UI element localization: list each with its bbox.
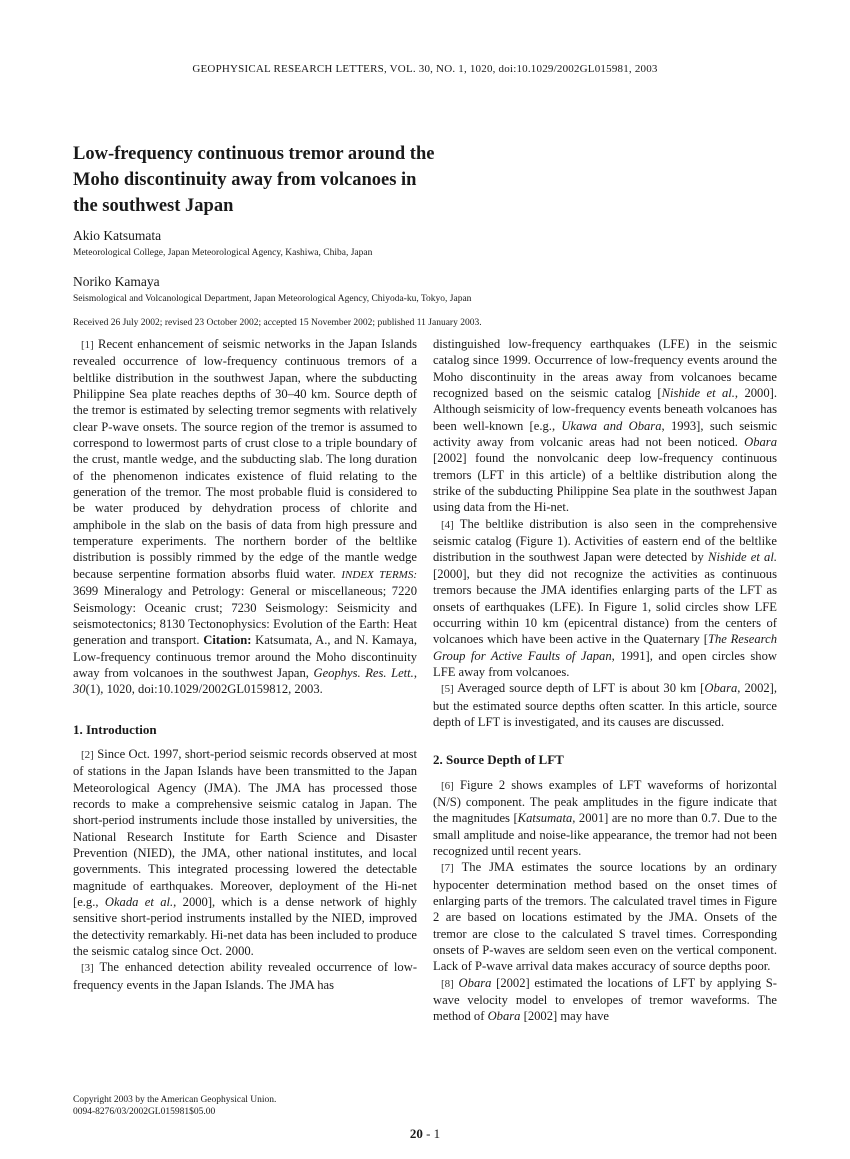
- page-number: [0, 1126, 850, 1142]
- body-paragraph: [433, 975, 777, 1025]
- paragraph-number: [ 4 ]: [441, 519, 454, 531]
- section-heading: 1. Introduction: [73, 721, 157, 737]
- issn-line: 0094-8276/03/2002GL015981$05.00: [73, 1107, 216, 1117]
- page-number-sub: 1: [433, 1126, 441, 1141]
- paragraph-text: , 2001] are no more than 0.7. Due to the small amplitude and noise-like appearance, the tremor had not been recognized until recent years.: [433, 811, 777, 858]
- paragraph-text: Averaged source depth of LFT is about 30 km [: [457, 681, 705, 696]
- citation-text: Katsumata, A., and N. Kamaya, Low-frequency continuous tremor around the Moho discontinuity away from volcanoes in the southwest Japan,: [73, 633, 417, 680]
- paragraph-text: [2000], but they did not recognize the activities as continuous tremors because the JMA identifies enlarging parts of the LFT as onsets of earthquakes (LFE). In Figure 1, solid circles show LFE occurring within 10 km (epicentral distance) from the centers of volcanoes which have been active in the Quaternary [: [433, 566, 777, 647]
- citation-ref: Ukawa and Obara: [561, 418, 662, 433]
- body-paragraph: [433, 516, 777, 680]
- citation-journal: Geophys. Res. Lett.: [313, 665, 414, 680]
- paragraph-text: , 2000], which is a dense network of highly sensitive short-period instruments installed by the NIED, improved the detectivity remarkably. Hi-net data has been included to produce the seismic catalog since Oct. 2000.: [73, 895, 417, 959]
- paragraph-text: Since Oct. 1997, short-period seismic records observed at most of stations in the Japan Islands have been transmitted to the Japan Meteorological Agency (JMA). The JMA has processed those records to make a comprehensive seismic catalog in Japan. The short-period instruments include those installed by universities, the National Research Institute for Earth Science and Disaster Prevention (NIED), the JMA, other national institutes, and local governments. This integrated processing lowered the detectable magnitude of earthquakes. Moreover, deployment of the Hi-net [e.g.,: [73, 746, 417, 909]
- author-name: Akio Katsumata: [73, 228, 162, 243]
- citation-ref: Obara: [458, 975, 492, 990]
- page-number-main: 20: [409, 1126, 423, 1141]
- paragraph-number: [ 1 ]: [81, 339, 94, 351]
- body-paragraph: [433, 859, 777, 974]
- author-affiliation: Seismological and Volcanological Department, Japan Meteorological Agency, Chiyoda-ku, Tokyo, Japan: [73, 294, 472, 304]
- citation-rest: (1), 1020, doi:10.1029/2002GL0159812, 2003.: [85, 682, 323, 697]
- right-column: [433, 336, 777, 1025]
- body-paragraph: [433, 336, 777, 516]
- body-paragraph: [73, 746, 417, 959]
- paragraph-text: , 1991], and open circles show LFE away from volcanoes.: [433, 648, 777, 679]
- citation-label: Citation:: [203, 633, 252, 648]
- body-paragraph: [433, 777, 777, 860]
- received-dates: Received 26 July 2002; revised 23 October 2002; accepted 15 November 2002; published 11 January 2003.: [73, 318, 482, 328]
- paragraph-number: [ 3 ]: [81, 962, 94, 974]
- index-terms-label: INDEX TERMS:: [341, 568, 417, 581]
- copyright-line: Copyright 2003 by the American Geophysical Union.: [73, 1095, 277, 1105]
- paragraph-number: [ 7 ]: [441, 862, 454, 874]
- paragraph-text: Figure 2 shows examples of LFT waveforms of horizontal (N/S) component. The peak amplitudes in the figure indicate that the magnitudes [: [433, 777, 777, 826]
- citation-ref: The Research Group for Active Faults of Japan: [433, 632, 777, 663]
- paragraph-text: [2002] may have: [523, 1009, 609, 1024]
- citation-ref: Obara: [704, 681, 738, 696]
- copyright-notice: [73, 1094, 276, 1118]
- citation-ref: Okada et al.: [104, 895, 174, 909]
- paragraph-text: The beltlike distribution is also seen in the comprehensive seismic catalog (Figure 1). Activities of eastern end of the beltlike distribution in the southwest Japan were detected by: [433, 516, 777, 565]
- left-column: [73, 336, 417, 993]
- paragraph-text: distinguished low-frequency earthquakes (LFE) in the seismic catalog since 1999. Occurrence of low-frequency events around the Moho discontinuity in the areas away from volcanoes became recognized based on the seismic catalog [: [433, 337, 777, 401]
- running-head: GEOPHYSICAL RESEARCH LETTERS, VOL. 30, NO. 1, 1020, doi:10.1029/2002GL015981, 2003: [192, 63, 658, 75]
- body-paragraph: [73, 959, 417, 993]
- citation-ref: Nishide et al.: [708, 550, 777, 565]
- citation-ref: Obara: [487, 1009, 521, 1024]
- body-paragraph: [433, 680, 777, 730]
- index-terms: 3699 Mineralogy and Petrology: General or miscellaneous; 7220 Seismology: Oceanic crust; 7230 Seismology: Seismicity and seismotectonics; 8130 Tectonophysics: Evolution of the Earth: Heat generation and transport.: [73, 584, 417, 648]
- paragraph-text: , 2002], but the estimated source depths often scatter. In this article, source depth of LFT is investigated, and its causes are discussed.: [433, 681, 778, 729]
- paragraph-number: [ 2 ]: [81, 749, 94, 761]
- citation-ref: Katsumata: [517, 811, 573, 826]
- article-title: [73, 141, 503, 219]
- author-name: Noriko Kamaya: [73, 274, 160, 289]
- abstract-text: Recent enhancement of seismic networks in the Japan Islands revealed occurrence of low-frequency continuous tremors of a beltlike distribution in the southwest Japan, where the subducting Philippine Sea plate reaches depths of 30–40 km. Source depth of the tremor is estimated by selecting tremor segments with relatively clear P-wave onsets. The source region of the tremor is assumed to correspond to lowermost parts of crust close to a triple boundary of the crust, mantle wedge, and the subducting slab. The long duration of the phenomenon indicates existence of fluid relating to the generation of the tremor. The most probable fluid is considered to be water produced by dehydration process of chlorite and amphibole in the slab on the basis of data from high pressure and temperature experiments. The northern border of the beltlike distribution is possibly rimmed by the edge of the mantle wedge because serpentine formation absorbs fluid water.: [73, 337, 417, 581]
- citation-volume: 30: [73, 682, 86, 697]
- paragraph-text: , 2000]. Although seismicity of low-frequency events beneath volcanoes has been well-known [e.g.,: [433, 386, 777, 433]
- page-number-separator: -: [422, 1126, 434, 1141]
- citation-ref: Nishide et al.: [661, 386, 735, 401]
- abstract-paragraph: [ 1 ] Recent enhancement of seismic networks in the Japan Islands revealed occurrence of low-frequency continuous tremors of a beltlike distribution in the southwest Japan, where the subducting Philippine Sea plate reaches depths of 30–40 km. Source depth of the tremor is estimated by selecting tremor segments with relatively clear P-wave onsets. The source region of the tremor is assumed to correspond to lowermost parts of crust close to a triple boundary of the crust, mantle wedge, and the subducting slab. The long duration of the phenomenon indicates existence of fluid relating to the generation of the tremor. The most probable fluid is considered to be water produced by dehydration process of chlorite and amphibole in the slab on the basis of data from high pressure and temperature experiments. The northern border of the beltlike distribution is possibly rimmed by the edge of the mantle wedge because serpentine formation absorbs fluid water. INDEX TERMS: 3699 Mineralogy and Petrology: General or miscellaneous; 7220 Seismology: Oceanic crust; 7230 Seismology: Seismicity and seismotectonics; 8130 Tectonophysics: Evolution of the Earth: Heat generation and transport. Citation: Katsumata, A., and N. Kamaya, Low-frequency continuous tremor around the Moho discontinuity away from volcanoes in the southwest Japan, Geophys. Res. Lett., 30(1), 1020, doi:10.1029/2002GL0159812, 2003.: [73, 336, 417, 698]
- paragraph-number: [ 6 ]: [441, 780, 454, 792]
- paragraph-text: [2002] found the nonvolcanic deep low-frequency continuous tremors (LFT in this article) of a beltlike distribution along the strike of the subducting Philippine Sea plate in the southwest Japan using data from the Hi-net.: [433, 451, 777, 515]
- citation-ref: Obara: [744, 435, 777, 450]
- title-line: Moho discontinuity away from volcanoes in: [73, 170, 417, 190]
- paragraph-text: [2002] estimated the locations of LFT by applying S-wave velocity model to envelopes of tremor waveforms. The method of: [433, 975, 777, 1024]
- paragraph-number: [ 5 ]: [441, 683, 454, 695]
- section-heading: 2. Source Depth of LFT: [433, 752, 564, 768]
- paragraph-text: The JMA estimates the source locations by an ordinary hypocenter determination method based on the onset times of enlarging parts of the tremors. The calculated travel times in Figure 2 are based on locations estimated by the JMA. Onsets of the tremor are close to the calculated S travel times. Corresponding onsets of P-waves are seldom seen even on the vertical component. Lack of P-wave arrival data makes accuracy of source depths poor.: [433, 860, 778, 974]
- paragraph-text: , 1993], such seismic activity away from volcanic areas had not been noticed.: [433, 418, 777, 450]
- title-line: the southwest Japan: [73, 196, 234, 216]
- author-affiliation: Meteorological College, Japan Meteorological Agency, Kashiwa, Chiba, Japan: [73, 248, 373, 258]
- paragraph-number: [ 8 ]: [441, 978, 454, 990]
- title-line: Low-frequency continuous tremor around the: [73, 144, 435, 164]
- paragraph-text: The enhanced detection ability revealed occurrence of low-frequency events in the Japan Islands. The JMA has: [73, 960, 418, 992]
